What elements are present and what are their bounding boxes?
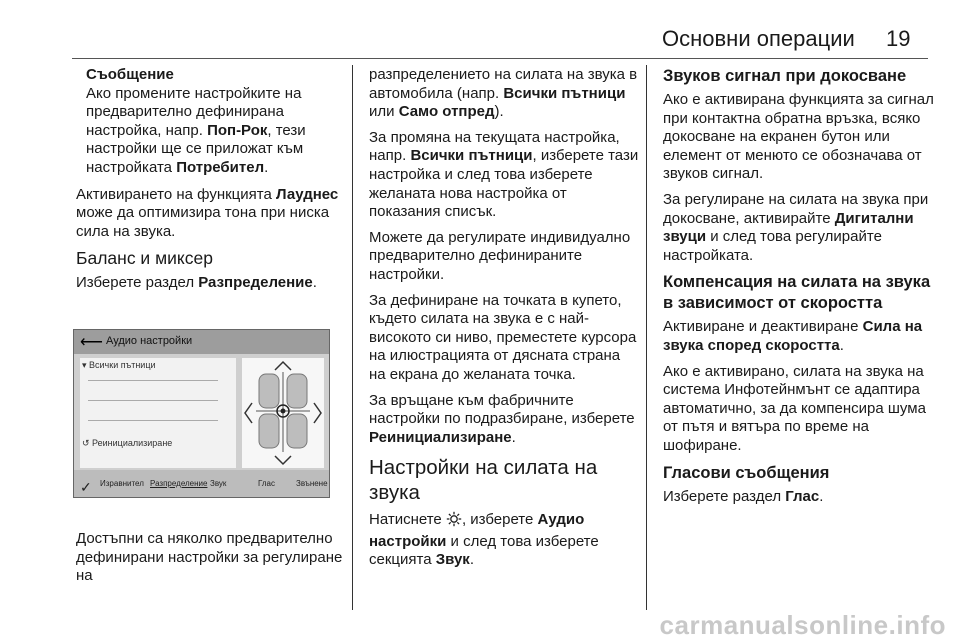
screenshot-tab-bar [74, 470, 329, 497]
column-1-bottom [76, 530, 344, 593]
tab-ringtone: Звънене [296, 479, 328, 488]
divider [88, 400, 218, 401]
column-2 [369, 66, 639, 577]
dropdown-icon: ▾ [82, 360, 90, 370]
paragraph-activate-speed-volume: Активиране и деактивиране Сила на звука според скоростта. [663, 318, 923, 354]
tab-voice: Глас [258, 479, 275, 488]
divider [88, 380, 218, 381]
heading-volume-settings: Настройки на силата на звука [369, 456, 598, 505]
watermark: carmanualsonline.info [659, 610, 946, 640]
paragraph-touch-volume: За регулиране на силата на звука при докосване, активирайте Дигитални звуци и след това регулирайте настройката. [663, 190, 929, 264]
page-number: 19 [886, 26, 911, 51]
header-rule [72, 58, 928, 59]
note-title: Съобщение [86, 66, 174, 83]
paragraph-change-setting: За промяна на текущата настройка, напр. Всички пътници, изберете тази настройка и след това изберете желаната нова настройка от показания списък. [369, 128, 639, 221]
screenshot-option-reset: ↺ Реинициализиране [82, 438, 173, 448]
paragraph-press-settings: Натиснете , изберете Аудио настройки и след това изберете секцията Звук. [369, 511, 599, 569]
audio-settings-screenshot [73, 329, 330, 498]
paragraph-distribution-examples: разпределението на силата на звука в автомобила (напр. Всички пътници или Само отпред). [369, 66, 638, 121]
heading-speed-compensation: Компенсация на силата на звука в зависимост от скоростта [663, 273, 931, 313]
cabin-seats-diagram [242, 358, 324, 468]
paragraph-predefined-settings: Достъпни са няколко предварително дефинирани настройки за регулиране на [76, 530, 343, 585]
divider [88, 420, 218, 421]
paragraph-select-distribution: Изберете раздел Разпределение. [76, 274, 317, 292]
paragraph-touch-feedback: Ако е активирана функцията за сигнал при контактна обратна връзка, всяко докосване на екранен бутон или елемент от менюто се обозначава от звуков сигнал. [663, 91, 934, 183]
screenshot-option-all-passengers: ▾ Всички пътници [82, 360, 156, 370]
reset-icon: ↺ [82, 438, 93, 448]
check-icon: ✓ [80, 479, 92, 495]
paragraph-reset: За връщане към фабричните настройки по подразбиране, изберете Реинициализиране. [369, 391, 635, 446]
back-arrow-icon: ⟵ [80, 334, 103, 351]
paragraph-speed-volume-info: Ако е активирано, силата на звука на система Инфотейнмънт се адаптира автоматично, за да компенсира шума от пътя и вятъра по време на шофиране. [663, 362, 926, 454]
tab-sound: Звук [210, 479, 227, 488]
paragraph-adjust-individually: Можете да регулирате индивидуално предварително дефинираните настройки. [369, 228, 631, 283]
column-divider-1 [352, 65, 353, 610]
tab-equalizer: Изравнител [100, 479, 144, 488]
tab-distribution: Разпределение [150, 479, 208, 488]
heading-voice-messages: Гласови съобщения [663, 463, 830, 482]
screenshot-option-panel [80, 358, 236, 468]
settings-gear-icon [446, 511, 462, 533]
paragraph-loudness: Активирането на функцията Лауднес може да оптимизира тона при ниска сила на звука. [76, 185, 339, 240]
column-divider-2 [646, 65, 647, 610]
note-text: Ако промените настройките на предварително дефинирана настройка, напр. Поп-Рок, тези настройки ще се приложат към настройката Потребител. [86, 84, 306, 176]
page-header-title: Основни операции [662, 26, 855, 51]
screenshot-title-bar [74, 330, 329, 354]
heading-balance-mixer: Баланс и миксер [76, 248, 213, 269]
paragraph-select-voice: Изберете раздел Глас. [663, 487, 824, 505]
cabin-diagram-area [242, 358, 324, 468]
column-1 [76, 66, 344, 300]
note-box [76, 66, 344, 178]
heading-touch-beep: Звуков сигнал при докосване [663, 67, 907, 85]
screenshot-title: Аудио настройки [106, 335, 193, 347]
column-3 [663, 66, 935, 513]
paragraph-define-point: За дефиниране на точката в купето, където силата на звука е с най-високото си ниво, преместете курсора на илюстрацията от дясната страна на екрана до желаната точка. [369, 291, 637, 383]
